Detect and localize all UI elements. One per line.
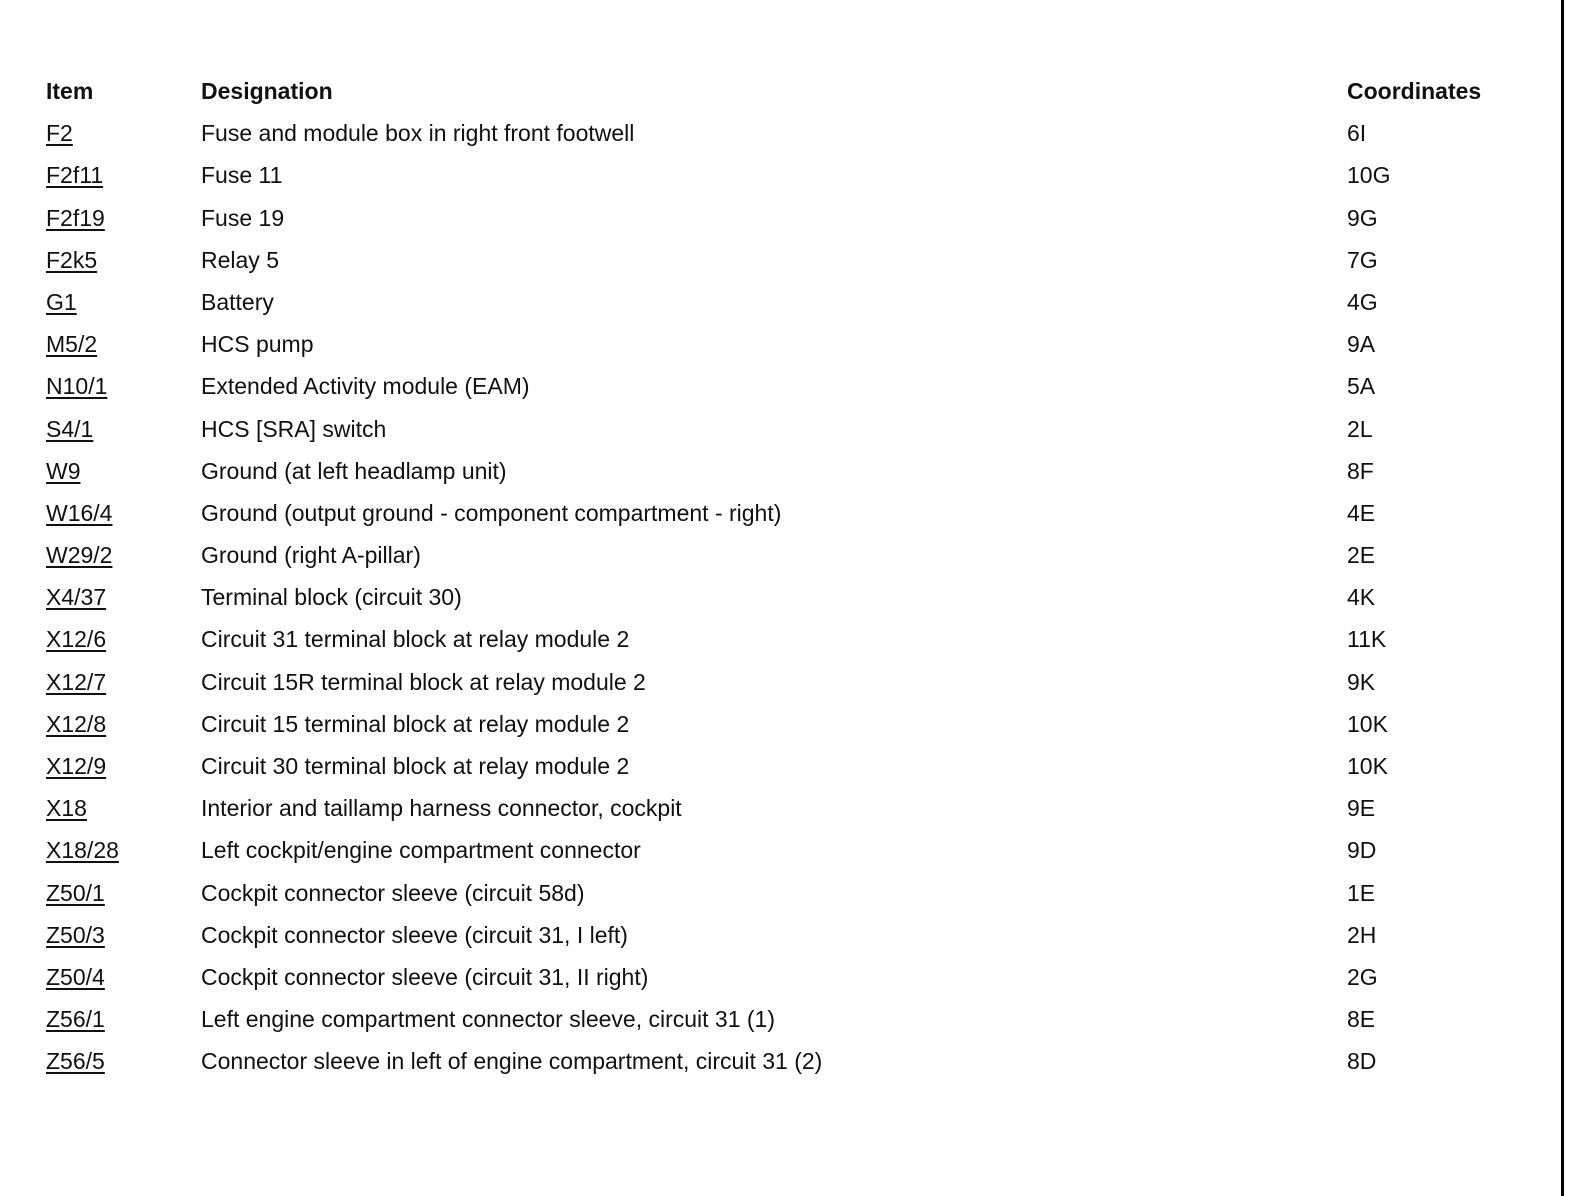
designation-text: Ground (right A-pillar) — [201, 542, 421, 569]
coordinates-text: 2G — [1347, 963, 1378, 990]
table-body — [46, 112, 1526, 1082]
page-right-border — [1561, 0, 1564, 1196]
table-row — [46, 661, 1526, 703]
table-row — [46, 197, 1526, 239]
table-row — [46, 408, 1526, 450]
header-item: Item — [46, 78, 94, 104]
coordinates-text: 10G — [1347, 162, 1391, 189]
designation-text: Circuit 15 terminal block at relay module 2 — [201, 710, 630, 737]
table-row — [46, 787, 1526, 829]
item-link[interactable]: Z50/3 — [46, 921, 105, 948]
coordinates-text: 2E — [1347, 542, 1376, 569]
item-link[interactable]: F2f19 — [46, 204, 105, 231]
coordinates-text: 4G — [1347, 288, 1378, 315]
designation-text: Fuse 11 — [201, 162, 283, 189]
table-row — [46, 450, 1526, 492]
designation-text: Ground (at left headlamp unit) — [201, 457, 507, 484]
coordinates-text: 9D — [1347, 837, 1377, 864]
item-link[interactable]: X12/6 — [46, 626, 107, 653]
header-designation: Designation — [201, 78, 333, 104]
item-link[interactable]: W16/4 — [46, 499, 113, 526]
item-link[interactable]: Z50/1 — [46, 879, 105, 906]
item-link[interactable]: X18 — [46, 795, 87, 822]
table-row — [46, 956, 1526, 998]
component-legend-table — [46, 70, 1526, 1083]
table-row — [46, 154, 1526, 196]
designation-text: Battery — [201, 288, 274, 315]
item-link[interactable]: X12/8 — [46, 710, 107, 737]
designation-text: Interior and taillamp harness connector, cockpit — [201, 795, 682, 822]
header-coordinates: Coordinates — [1347, 78, 1482, 104]
table-row — [46, 998, 1526, 1040]
coordinates-text: 9G — [1347, 204, 1378, 231]
item-link[interactable]: F2k5 — [46, 246, 98, 273]
item-link[interactable]: G1 — [46, 288, 77, 315]
designation-text: Cockpit connector sleeve (circuit 31, I left) — [201, 921, 628, 948]
item-link[interactable]: Z56/1 — [46, 1006, 105, 1033]
coordinates-text: 8D — [1347, 1048, 1377, 1075]
designation-text: Circuit 15R terminal block at relay module 2 — [201, 668, 646, 695]
designation-text: Ground (output ground - component compartment - right) — [201, 499, 782, 526]
designation-text: HCS [SRA] switch — [201, 415, 387, 442]
table-row — [46, 914, 1526, 956]
item-link[interactable]: X12/9 — [46, 753, 107, 779]
coordinates-text: 8F — [1347, 457, 1374, 484]
designation-text: Cockpit connector sleeve (circuit 31, II right) — [201, 963, 649, 990]
table-header-row — [46, 70, 1526, 112]
item-link[interactable]: W9 — [46, 457, 81, 484]
table-row — [46, 281, 1526, 323]
designation-text: Terminal block (circuit 30) — [201, 584, 462, 611]
item-link[interactable]: M5/2 — [46, 331, 98, 358]
coordinates-text: 10K — [1347, 710, 1388, 737]
designation-text: Circuit 30 terminal block at relay module 2 — [201, 753, 630, 779]
item-link[interactable]: F2 — [46, 120, 73, 147]
coordinates-text: 8E — [1347, 1006, 1376, 1033]
item-link[interactable]: X18/28 — [46, 837, 119, 864]
coordinates-text: 1E — [1347, 879, 1376, 906]
coordinates-text: 7G — [1347, 246, 1378, 273]
designation-text: Left cockpit/engine compartment connector — [201, 837, 641, 864]
item-link[interactable]: X4/37 — [46, 584, 107, 611]
table-row — [46, 872, 1526, 914]
item-link[interactable]: Z50/4 — [46, 963, 105, 990]
item-link[interactable]: S4/1 — [46, 415, 94, 442]
coordinates-text: 6I — [1347, 120, 1367, 147]
coordinates-text: 5A — [1347, 373, 1376, 400]
item-link[interactable]: Z56/5 — [46, 1048, 105, 1075]
table-row — [46, 618, 1526, 660]
table-row — [46, 239, 1526, 281]
table-row — [46, 112, 1526, 154]
table-row — [46, 492, 1526, 534]
table-row — [46, 323, 1526, 365]
table-row — [46, 829, 1526, 871]
table-row — [46, 703, 1526, 745]
coordinates-text: 2H — [1347, 921, 1377, 948]
table-row — [46, 1040, 1526, 1082]
designation-text: Connector sleeve in left of engine compartment, circuit 31 (2) — [201, 1048, 823, 1075]
designation-text: Cockpit connector sleeve (circuit 58d) — [201, 879, 585, 906]
coordinates-text: 11K — [1347, 626, 1387, 653]
designation-text: Circuit 31 terminal block at relay module 2 — [201, 626, 630, 653]
coordinates-text: 9A — [1347, 331, 1376, 358]
coordinates-text: 4K — [1347, 584, 1376, 611]
coordinates-text: 2L — [1347, 415, 1373, 442]
table-row — [46, 576, 1526, 618]
designation-text: Relay 5 — [201, 246, 279, 273]
item-link[interactable]: W29/2 — [46, 542, 113, 569]
designation-text: Left engine compartment connector sleeve, circuit 31 (1) — [201, 1006, 776, 1033]
coordinates-text: 10K — [1347, 753, 1388, 779]
designation-text: Fuse 19 — [201, 204, 285, 231]
item-link[interactable]: N10/1 — [46, 373, 108, 400]
table-row — [46, 365, 1526, 407]
designation-text: HCS pump — [201, 331, 314, 358]
coordinates-text: 9E — [1347, 795, 1376, 822]
designation-text: Extended Activity module (EAM) — [201, 373, 530, 400]
table-row — [46, 534, 1526, 576]
coordinates-text: 4E — [1347, 499, 1376, 526]
item-link[interactable]: F2f11 — [46, 162, 104, 189]
table-row — [46, 745, 1526, 787]
coordinates-text: 9K — [1347, 668, 1376, 695]
item-link[interactable]: X12/7 — [46, 668, 107, 695]
designation-text: Fuse and module box in right front footwell — [201, 120, 635, 147]
